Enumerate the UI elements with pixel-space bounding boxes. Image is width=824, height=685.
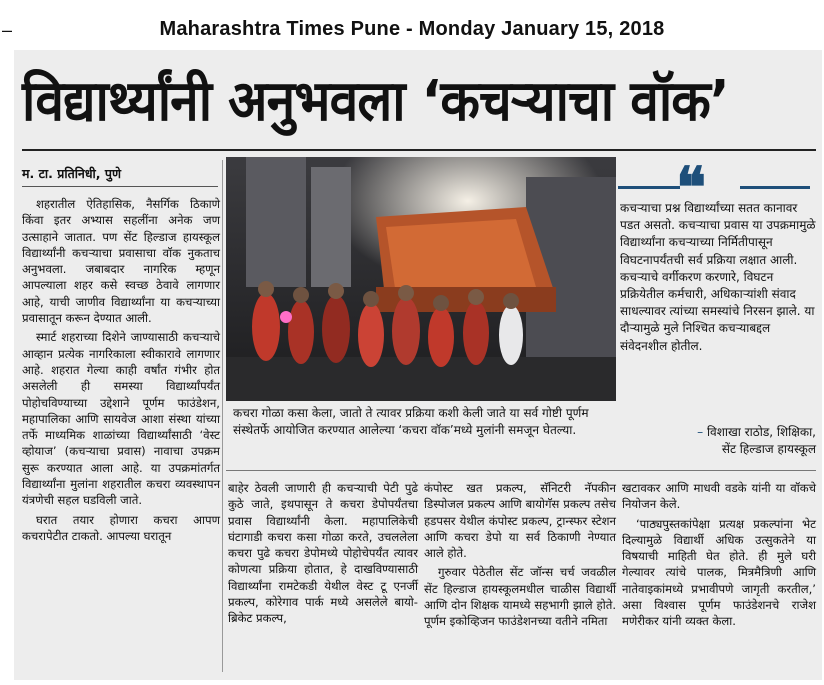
- byline: म. टा. प्रतिनिधी, पुणे: [22, 166, 122, 181]
- column-3-para-2: गुरुवार पेठेतील सेंट जॉन्स चर्च जवळील सेंट हिल्डाज हायस्कूलमधील चाळीस विद्यार्थी आणि दोन शिक्षक यामध्ये सहभागी झाले होते. पूर्णम इकोव्हिजन फाउंडेशनच्या वतीने नमिता: [424, 565, 616, 629]
- quote-line-left: [618, 186, 680, 189]
- column-2: [228, 480, 418, 630]
- waste-plant-photo: [226, 157, 616, 401]
- photo-caption: कचरा गोळा कसा केला, जातो ते त्यावर प्रक्रिया कशी केली जाते या सर्व गोष्टी पूर्णम संस्थेतर्फे आयोजित करण्यात आलेल्या ‘कचरा वॉक’मध्ये मुलांनी समजून घेतल्या.: [233, 406, 589, 437]
- byline-rule: [22, 186, 218, 187]
- pull-quote-text: कचऱ्याचा प्रश्न विद्यार्थ्यांच्या सतत कानावर पडत असतो. कचऱ्याचा प्रवास या उपक्रमामुळे विद्यार्थ्यांना कचऱ्याच्या निर्मितीपासून विघटनापर्यंतची सर्व प्रक्रिया लक्षात आली. कचऱ्याचे वर्गीकरण करणारे, विघटन प्रक्रियेतील कर्मचारी, अधिकाऱ्यांशी संवाद साधल्यावर त्यांच्या समस्यांचे निरसन झाले. या दौऱ्यामुळे मुले निश्चित कचऱ्याबद्दल संवेदनशील होतील.: [620, 201, 816, 353]
- pull-quote-author: [620, 424, 816, 458]
- column-3: [424, 480, 616, 633]
- headline-rule: [22, 149, 816, 151]
- column-divider-1: [222, 160, 223, 672]
- column-2-para-1: बाहेर ठेवली जाणारी ही कचऱ्याची पेटी पुढे कुठे जाते, इथपासून ते कचरा डेपोपर्यंतचा प्रवास विद्यार्थ्यांनी केला. महापालिकेची घंटागाडी कचरा कसा गोळा करते, उचललेला कचरा पुढे कचरा डेपोमध्ये पोहोचेपर्यंत त्यावर कोणत्या प्रक्रिया होतात, हे दाखविण्यासाठी विद्यार्थ्यांना रामटेकडी येथील वेस्ट टू एनर्जी प्रकल्प, कोरेगाव पार्क मध्ये असलेले बायो-ब्रिकेट प्रकल्प,: [228, 481, 418, 626]
- quote-divider: [612, 180, 812, 192]
- column-1-para-3: घरात तयार होणारा कचरा आपण कचरापेटीत टाकतो. आपल्या घरातून: [22, 512, 220, 543]
- lower-rule: [226, 470, 816, 471]
- author-school: सेंट हिल्डाज हायस्कूल: [721, 442, 816, 456]
- quote-mark-icon: ❝: [676, 155, 707, 221]
- article-photo: [226, 157, 616, 401]
- column-4-para-2: ‘पाठ्यपुस्तकांपेक्षा प्रत्यक्ष प्रकल्पांना भेट दिल्यामुळे विद्यार्थी अधिक उत्सुकतेने या विषयाची माहिती घेत होते. ही मुले घरी गेल्यावर त्यांचे पालक, मित्रमैत्रिणी आणि नातेवाइकांमध्ये प्रभावीपणे जागृती करतील,’ असा विश्वास पूर्णम फाउंडेशनचे राजेश मणेरीकर यांनी व्यक्त केला.: [622, 516, 816, 629]
- column-1: [22, 196, 220, 547]
- author-name: विशाखा राठोड, शिक्षिका,: [706, 425, 816, 439]
- column-1-para-2: स्मार्ट शहराच्या दिशेने जाण्यासाठी कचऱ्याचे आव्हान प्रत्येक नागरिकाला स्वीकारावे लागणार आहे. शहरात गेल्या काही वर्षांत गंभीर होत असलेली ही समस्या विद्यार्थ्यांपर्यंत पोहोचविण्याच्या उद्देशाने पूर्णम फाउंडेशन, महापालिका आणि सायवेज आशा संस्था यांच्या तर्फे माध्यमिक शाळांच्या विद्यार्थ्यांसाठी ‘वेस्ट व्होयाज’ (कचऱ्याचा प्रवास) नावाचा उपक्रम सुरू करण्यात आला आहे. या उपक्रमांतर्गत विद्यार्थ्यांना मुलांना शहरातील कचरा व्यवस्थापन यंत्रणेची सहल घडविली जाते.: [22, 330, 220, 508]
- author-dash: –: [697, 425, 704, 439]
- column-4-para-1: खटावकर आणि माधवी वडके यांनी या वॉकचे नियोजन केले.: [622, 481, 816, 512]
- column-4: [622, 480, 816, 633]
- column-1-para-1: शहरातील ऐतिहासिक, नैसर्गिक ठिकाणे किंवा इतर अभ्यास सहलींना अनेक जण उत्साहाने जातात. पण सेंट हिल्डाज हायस्कूल विद्यार्थ्यांनी कचऱ्याचा प्रवासाचा वॉक नुकताच अनुभवला. जबाबदार नागरिक म्हणून आपल्याला शहर कसे स्वच्छ ठेवावे लागणार आहे, याची जाणीव विद्यार्थ्यांना या कचऱ्याच्या प्रवासातून करून देण्यात आली.: [22, 197, 220, 326]
- edge-dash: –: [2, 20, 13, 40]
- column-3-para-1: कंपोस्ट खत प्रकल्प, सॅनिटरी नॅपकीन डिस्पोजल प्रकल्प आणि बायोगॅस प्रकल्प तसेच हडपसर येथील कंपोस्ट प्रकल्प, ट्रान्स्फर स्टेशन आणि कचरा डेपो या सर्व ठिकाणी नेण्यात आले होते.: [424, 481, 616, 561]
- masthead: Maharashtra Times Pune - Monday January 15, 2018: [159, 18, 665, 40]
- quote-line-right: [740, 186, 810, 189]
- headline: विद्यार्थ्यांनी अनुभवला ‘कचऱ्याचा वॉक’: [22, 69, 729, 134]
